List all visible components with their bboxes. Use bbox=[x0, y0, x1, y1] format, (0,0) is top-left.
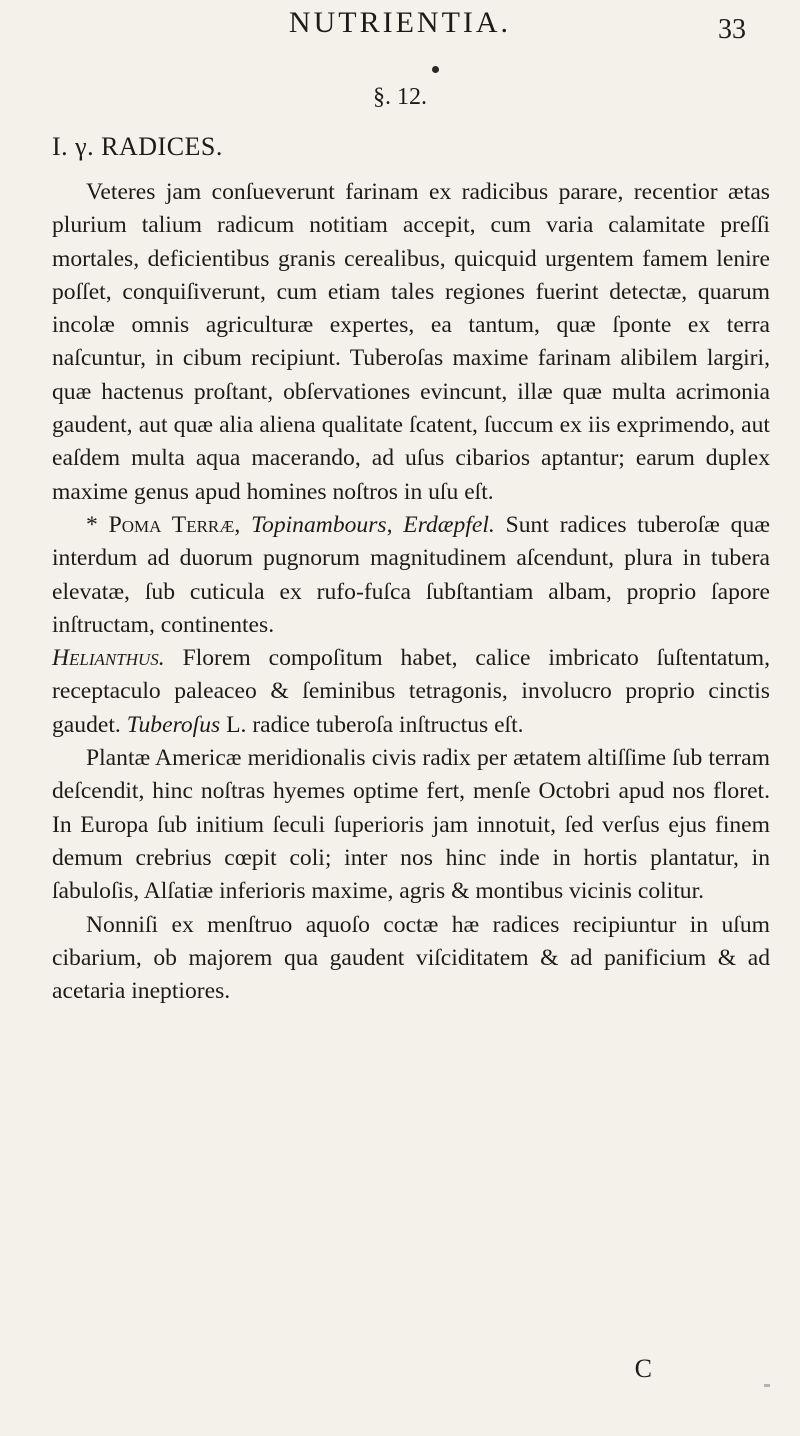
paragraph-usage: Nonniſi ex menſtruo aquoſo coctæ hæ radices recipiuntur in uſum cibarium, ob majorem qua gaudent viſciditatem & ad panificium & ad acetaria ineptiores. bbox=[52, 911, 770, 1005]
note-asterisk: * bbox=[86, 511, 109, 538]
section-heading: I. γ. RADICES. bbox=[52, 132, 223, 161]
term-tuberosus: Tuberoſus bbox=[126, 711, 221, 738]
term-topinambours: Topinambours bbox=[251, 511, 387, 538]
paragraph-poma-terrae: * Poma Terræ, Topinambours, Erdæpfel. Sunt radices tuberoſæ quæ interdum ad duorum pugnorum magnitudinem aſcendunt, plura in tubera elevatæ, ſub cuticula ex rufo-fuſca ſubſtantiam albam, proprio ſapore inſtructam, continentes. bbox=[52, 511, 770, 638]
ink-dot bbox=[432, 66, 439, 73]
term-erdaepfel: Erdæpfel. bbox=[403, 511, 495, 538]
paragraph-helianthus-text: Florem compoſitum habet, calice imbricato ſuſtentatum, receptaculo paleaceo & ſeminibus tetragonis, involucro proprio cinctis gaudet. bbox=[52, 645, 770, 738]
body-text bbox=[52, 176, 770, 1008]
paragraph-helianthus: Helianthus. Florem compoſitum habet, calice imbricato ſuſtentatum, receptaculo paleaceo & ſeminibus tetragonis, involucro proprio cinctis gaudet. Tuberoſus L. radice tuberoſa inſtructus eſt. bbox=[52, 645, 770, 738]
term-poma-terrae: Poma Terræ bbox=[108, 511, 235, 538]
running-title: NUTRIENTIA. bbox=[288, 6, 512, 39]
term-helianthus: Helianthus. bbox=[52, 645, 165, 672]
paragraph-origin: Plantæ Americæ meridionalis civis radix per ætatem altiſſime ſub terram deſcendit, hinc noſtras hyemes optime fert, menſe Octobri apud nos floret. In Europa ſub initium ſeculi ſuperioris jam innotuit, ſed verſus ejus finem demum crebrius cœpit coli; inter nos hinc inde in hortis plantatur, in ſabuloſis, Alſatiæ inferioris maxime, agris & montibus vicinis colitur. bbox=[52, 745, 770, 905]
catchword: C bbox=[634, 1354, 652, 1383]
paragraph-intro: Veteres jam conſueverunt farinam ex radicibus parare, recentior ætas plurium talium radicum notitiam accepit, cum varia calamitate preſſi mortales, deficientibus granis cerealibus, quicquid urgentem famem lenire poſſet, conquiſiverunt, cum etiam tales regiones fuerint detectæ, quarum incolæ omnis agriculturæ expertes, ea tantum, quæ ſponte ex terra naſcuntur, in cibum recipiunt. Tuberoſas maxime farinam alibilem largiri, quæ hactenus proſtant, obſervationes evincunt, illæ quæ multa acrimonia gaudent, aut quæ alia aliena qualitate ſcatent, ſuccum ex iis exprimendo, aut eaſdem multa aqua macerando, ad uſus cibarios aptantur; earum duplex maxime genus apud homines noſtros in uſu eſt. bbox=[52, 179, 770, 505]
page-number: 33 bbox=[718, 14, 746, 45]
section-mark: §. 12. bbox=[373, 84, 427, 110]
ink-mark bbox=[764, 1384, 770, 1387]
paragraph-poma-text: Sunt radices tuberoſæ quæ interdum ad duorum pugnorum magnitudinem aſcendunt, plura in tubera elevatæ, ſub cuticula ex rufo-fuſca ſubſtantiam albam, proprio ſapore inſtructam, continentes. bbox=[52, 511, 770, 638]
